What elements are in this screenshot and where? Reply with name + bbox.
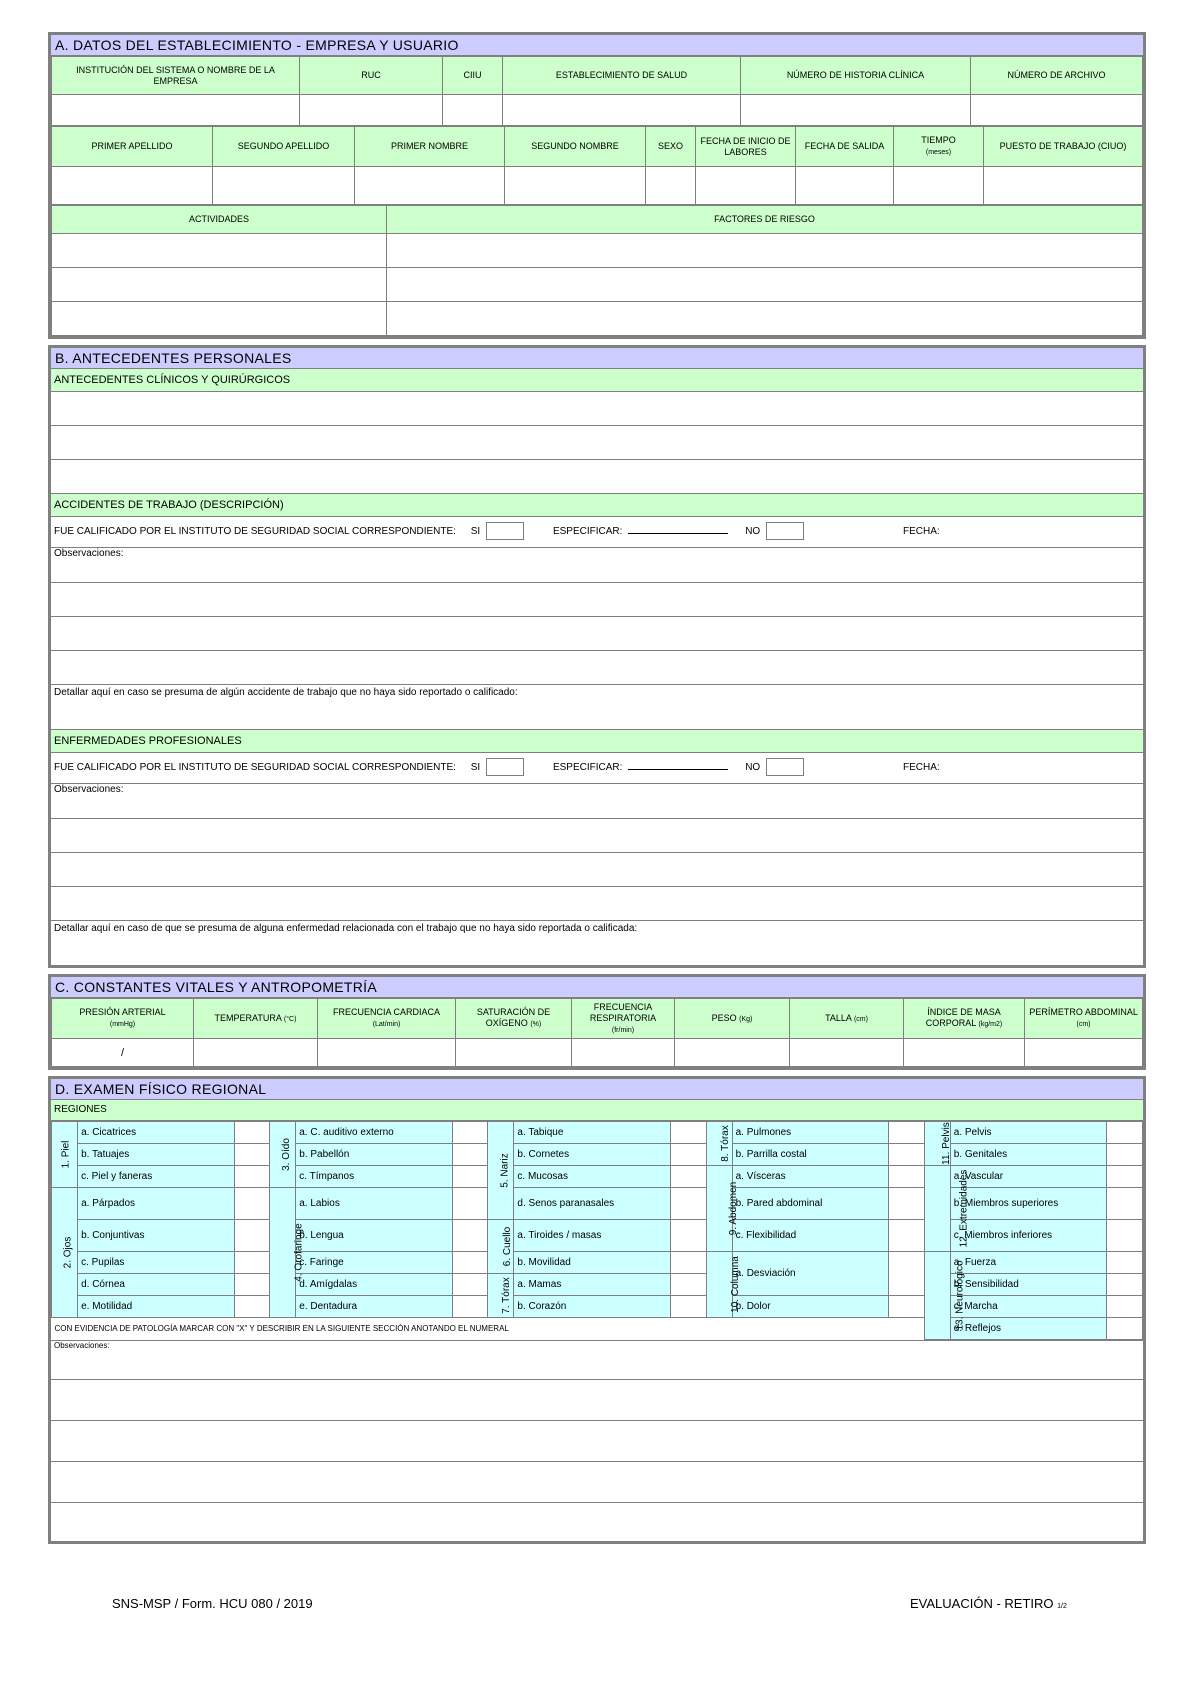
item-strength: a. Fuerza	[950, 1252, 1107, 1274]
check-box[interactable]	[670, 1144, 706, 1166]
check-box[interactable]	[234, 1122, 270, 1144]
observation-line[interactable]	[51, 617, 1143, 651]
activity-field[interactable]	[52, 268, 387, 302]
header-second-surname: SEGUNDO APELLIDO	[213, 127, 355, 167]
check-box[interactable]	[234, 1166, 270, 1188]
observation-line[interactable]	[51, 819, 1143, 853]
work-accidents-heading: ACCIDENTES DE TRABAJO (DESCRIPCIÓN)	[51, 493, 1143, 517]
header-ruc: RUC	[300, 57, 443, 95]
item-sinuses: d. Senos paranasales	[514, 1188, 671, 1220]
observation-line[interactable]	[51, 887, 1143, 921]
check-box[interactable]	[889, 1122, 925, 1144]
patient-table	[51, 126, 1143, 205]
item-flexibility: c. Flexibilidad	[732, 1220, 889, 1252]
clinical-history-field[interactable]	[741, 95, 971, 126]
check-box[interactable]	[670, 1166, 706, 1188]
header-institution: INSTITUCIÓN DEL SISTEMA O NOMBRE DE LA EMPRESA	[52, 57, 300, 95]
header-blood-pressure: PRESIÓN ARTERIAL (mmHg)	[52, 999, 194, 1039]
check-box[interactable]	[889, 1144, 925, 1166]
check-box[interactable]	[234, 1296, 270, 1318]
item-upper-limbs: b. Miembros superiores	[950, 1188, 1107, 1220]
health-establishment-field[interactable]	[503, 95, 741, 126]
region-neck: 6. Cuello	[488, 1220, 514, 1274]
item-turbinates: b. Cornetes	[514, 1144, 671, 1166]
region-nose: 5. Nariz	[488, 1122, 514, 1220]
establishment-table	[51, 56, 1143, 126]
item-eyelids: a. Párpados	[78, 1188, 235, 1220]
item-cornea: d. Córnea	[78, 1274, 235, 1296]
header-activities: ACTIVIDADES	[52, 206, 387, 234]
item-abdominal-wall: b. Pared abdominal	[732, 1188, 889, 1220]
header-ciiu: CIIU	[443, 57, 503, 95]
check-box[interactable]	[670, 1220, 706, 1252]
header-start-date: FECHA DE INICIO DE LABORES	[696, 127, 796, 167]
specify-label: ESPECIFICAR:	[552, 526, 623, 537]
check-box[interactable]	[889, 1220, 925, 1252]
observation-line[interactable]	[51, 583, 1143, 617]
region-abdomen: 9. Abdomen	[706, 1166, 732, 1252]
check-box[interactable]	[1107, 1188, 1143, 1220]
header-risk-factors: FACTORES DE RIESGO	[387, 206, 1143, 234]
second-name-field[interactable]	[505, 167, 646, 205]
exam-observations[interactable]: Observaciones:	[51, 1340, 1143, 1380]
check-box[interactable]	[670, 1296, 706, 1318]
item-pain: b. Dolor	[732, 1296, 889, 1318]
occupational-diseases-heading: ENFERMEDADES PROFESIONALES	[51, 729, 1143, 753]
item-pharynx: c. Faringe	[296, 1252, 453, 1274]
regions-heading: REGIONES	[51, 1100, 1143, 1121]
header-first-name: PRIMER NOMBRE	[355, 127, 505, 167]
specify-field[interactable]	[628, 523, 728, 534]
check-box[interactable]	[1107, 1274, 1143, 1296]
file-number-field[interactable]	[971, 95, 1143, 126]
clinical-history-line[interactable]	[51, 460, 1143, 493]
item-mobility: b. Movilidad	[514, 1252, 671, 1274]
item-viscera: a. Vísceras	[732, 1166, 889, 1188]
check-box[interactable]	[1107, 1144, 1143, 1166]
header-clinical-history-number: NÚMERO DE HISTORIA CLÍNICA	[741, 57, 971, 95]
check-box[interactable]	[452, 1144, 488, 1166]
item-sensitivity: b. Sensibilidad	[950, 1274, 1107, 1296]
item-septum: a. Tabique	[514, 1122, 671, 1144]
region-ear: 3. Oído	[270, 1122, 296, 1188]
item-lips: a. Labios	[296, 1188, 453, 1220]
disease-observations[interactable]: Observaciones:	[51, 784, 1143, 819]
risk-factor-field[interactable]	[387, 268, 1143, 302]
institution-field[interactable]	[52, 95, 300, 126]
specify-field[interactable]	[628, 759, 728, 770]
date-label: FECHA:	[902, 762, 940, 773]
no-label: NO	[745, 762, 761, 773]
exit-date-field[interactable]	[796, 167, 894, 205]
header-abdominal-perimeter: PERÍMETRO ABDOMINAL (cm)	[1025, 999, 1143, 1039]
check-box[interactable]	[670, 1274, 706, 1296]
item-teeth: e. Dentadura	[296, 1296, 453, 1318]
form-page	[48, 32, 1146, 1550]
item-vascular: a. Vascular	[950, 1166, 1107, 1188]
item-lower-limbs: c. Miembros inferiores	[950, 1220, 1107, 1252]
section-c-title: C. CONSTANTES VITALES Y ANTROPOMETRÍA	[51, 977, 1143, 998]
check-box[interactable]	[889, 1252, 925, 1296]
check-box[interactable]	[234, 1144, 270, 1166]
section-a	[48, 32, 1146, 339]
check-box[interactable]	[452, 1122, 488, 1144]
header-heart-rate: FRECUENCIA CARDIACA (Lat/min)	[318, 999, 456, 1039]
region-skin: 1. Piel	[52, 1122, 78, 1188]
check-box[interactable]	[1107, 1318, 1143, 1340]
check-box[interactable]	[452, 1188, 488, 1220]
no-checkbox[interactable]	[766, 758, 804, 776]
check-box[interactable]	[1107, 1166, 1143, 1188]
clinical-history-line[interactable]	[51, 426, 1143, 460]
observation-line[interactable]	[51, 1503, 1143, 1541]
check-box[interactable]	[452, 1252, 488, 1274]
check-box[interactable]	[1107, 1220, 1143, 1252]
item-breasts: a. Mamas	[514, 1274, 671, 1296]
item-pinna: b. Pabellón	[296, 1144, 453, 1166]
clinical-history-line[interactable]	[51, 392, 1143, 426]
disease-detail[interactable]: Detallar aquí en caso de que se presuma de alguna enfermedad relacionada con el trabajo que no haya sido reportada o calificada:	[54, 923, 638, 934]
item-gait: c. Marcha	[950, 1296, 1107, 1318]
region-neurological: 13. Neurológico	[924, 1252, 950, 1340]
header-exit-date: FECHA DE SALIDA	[796, 127, 894, 167]
form-code: SNS-MSP / Form. HCU 080 / 2019	[112, 1596, 313, 1611]
activity-field[interactable]	[52, 302, 387, 336]
item-heart: b. Corazón	[514, 1296, 671, 1318]
region-thorax-1: 7. Tórax	[488, 1274, 514, 1318]
heart-rate-field[interactable]	[318, 1039, 456, 1067]
clinical-history-heading: ANTECEDENTES CLÍNICOS Y QUIRÚRGICOS	[51, 369, 1143, 392]
section-d-title: D. EXAMEN FÍSICO REGIONAL	[51, 1079, 1143, 1100]
header-respiratory-rate: FRECUENCIA RESPIRATORIA (fr/min)	[572, 999, 675, 1039]
form-type: EVALUACIÓN - RETIRO 1/2	[910, 1596, 1067, 1611]
item-motility: e. Motilidad	[78, 1296, 235, 1318]
section-c	[48, 974, 1146, 1070]
check-box[interactable]	[452, 1166, 488, 1188]
accident-observations[interactable]: Observaciones:	[51, 548, 1143, 583]
check-box[interactable]	[1107, 1296, 1143, 1318]
check-box[interactable]	[234, 1220, 270, 1252]
item-scars: a. Cicatrices	[78, 1122, 235, 1144]
item-conjunctiva: b. Conjuntivas	[78, 1220, 235, 1252]
region-eyes: 2. Ojos	[52, 1188, 78, 1318]
section-b-title: B. ANTECEDENTES PERSONALES	[51, 348, 1143, 369]
no-checkbox[interactable]	[766, 522, 804, 540]
check-box[interactable]	[452, 1296, 488, 1318]
header-second-name: SEGUNDO NOMBRE	[505, 127, 646, 167]
header-oxygen-saturation: SATURACIÓN DE OXÍGENO (%)	[456, 999, 572, 1039]
item-rib-cage: b. Parrilla costal	[732, 1144, 889, 1166]
header-job-position: PUESTO DE TRABAJO (CIUO)	[984, 127, 1143, 167]
disease-qualified-row	[51, 753, 1143, 784]
item-pelvis: a. Pelvis	[950, 1122, 1107, 1144]
check-box[interactable]	[889, 1188, 925, 1220]
header-bmi: ÍNDICE DE MASA CORPORAL (kg/m2)	[904, 999, 1025, 1039]
region-extremities: 12. Extremidades	[924, 1166, 950, 1252]
qualified-label: FUE CALIFICADO POR EL INSTITUTO DE SEGURIDAD SOCIAL CORRESPONDIENTE:	[54, 526, 456, 537]
check-box[interactable]	[452, 1274, 488, 1296]
item-tattoos: b. Tatuajes	[78, 1144, 235, 1166]
time-field[interactable]	[894, 167, 984, 205]
specify-label: ESPECIFICAR:	[552, 762, 623, 773]
si-checkbox[interactable]	[486, 758, 524, 776]
item-mucosa: c. Mucosas	[514, 1166, 671, 1188]
accident-qualified-row	[51, 517, 1143, 548]
temperature-field[interactable]	[194, 1039, 318, 1067]
no-label: NO	[745, 526, 761, 537]
observation-line[interactable]	[51, 651, 1143, 685]
observation-line[interactable]	[51, 1421, 1143, 1462]
header-temperature: TEMPERATURA (°C)	[194, 999, 318, 1039]
item-tongue: b. Lengua	[296, 1220, 453, 1252]
section-a-title: A. DATOS DEL ESTABLECIMIENTO - EMPRESA Y USUARIO	[51, 35, 1143, 56]
item-skin: c. Piel y faneras	[78, 1166, 235, 1188]
regions-table	[51, 1121, 1143, 1340]
region-oropharynx: 4. Orofaringe	[270, 1188, 296, 1318]
second-surname-field[interactable]	[213, 167, 355, 205]
first-surname-field[interactable]	[52, 167, 213, 205]
header-file-number: NÚMERO DE ARCHIVO	[971, 57, 1143, 95]
item-lungs: a. Pulmones	[732, 1122, 889, 1144]
region-pelvis: 11. Pelvis	[924, 1122, 950, 1166]
observation-line[interactable]	[51, 853, 1143, 887]
first-name-field[interactable]	[355, 167, 505, 205]
item-pupils: c. Pupilas	[78, 1252, 235, 1274]
check-box[interactable]	[234, 1252, 270, 1274]
observation-line[interactable]	[51, 1462, 1143, 1503]
ciiu-field[interactable]	[443, 95, 503, 126]
item-thyroid: a. Tiroides / masas	[514, 1220, 671, 1252]
bmi-field[interactable]	[904, 1039, 1025, 1067]
item-ear-canal: a. C. auditivo externo	[296, 1122, 453, 1144]
check-box[interactable]	[1107, 1122, 1143, 1144]
item-reflexes: d. Reflejos	[950, 1318, 1107, 1340]
qualified-label: FUE CALIFICADO POR EL INSTITUTO DE SEGURIDAD SOCIAL CORRESPONDIENTE:	[54, 762, 456, 773]
job-position-field[interactable]	[984, 167, 1143, 205]
header-weight: PESO (Kg)	[675, 999, 790, 1039]
pathology-note: CON EVIDENCIA DE PATOLOGÍA MARCAR CON "X" Y DESCRIBIR EN LA SIGUIENTE SECCIÓN ANOTANDO EL NUMERAL	[52, 1318, 925, 1340]
item-genitals: b. Genitales	[950, 1144, 1107, 1166]
date-label: FECHA:	[902, 526, 940, 537]
item-tonsils: d. Amígdalas	[296, 1274, 453, 1296]
si-label: SI	[470, 526, 481, 537]
check-box[interactable]	[1107, 1252, 1143, 1274]
height-field[interactable]	[790, 1039, 904, 1067]
sex-field[interactable]	[646, 167, 696, 205]
check-box[interactable]	[234, 1274, 270, 1296]
item-deviation: a. Desviación	[732, 1252, 889, 1296]
oxygen-saturation-field[interactable]	[456, 1039, 572, 1067]
risk-factor-field[interactable]	[387, 234, 1143, 268]
header-first-surname: PRIMER APELLIDO	[52, 127, 213, 167]
check-box[interactable]	[670, 1122, 706, 1144]
respiratory-rate-field[interactable]	[572, 1039, 675, 1067]
ruc-field[interactable]	[300, 95, 443, 126]
region-thorax-2: 8. Tórax	[706, 1122, 732, 1166]
check-box[interactable]	[234, 1188, 270, 1220]
header-sex: SEXO	[646, 127, 696, 167]
section-b	[48, 345, 1146, 968]
header-height: TALLA (cm)	[790, 999, 904, 1039]
section-d	[48, 1076, 1146, 1544]
vitals-table	[51, 998, 1143, 1067]
check-box[interactable]	[670, 1188, 706, 1220]
header-time: TIEMPO (meses)	[894, 127, 984, 167]
region-spine: 10. Columna	[706, 1252, 732, 1318]
abdominal-perimeter-field[interactable]	[1025, 1039, 1143, 1067]
check-box[interactable]	[670, 1252, 706, 1274]
start-date-field[interactable]	[696, 167, 796, 205]
accident-detail[interactable]: Detallar aquí en caso se presuma de algún accidente de trabajo que no haya sido reportado o calificado:	[54, 687, 518, 698]
si-label: SI	[470, 762, 481, 773]
page-number: 1/2	[1057, 1603, 1067, 1610]
si-checkbox[interactable]	[486, 522, 524, 540]
activity-field[interactable]	[52, 234, 387, 268]
weight-field[interactable]	[675, 1039, 790, 1067]
check-box[interactable]	[889, 1296, 925, 1318]
check-box[interactable]	[452, 1220, 488, 1252]
blood-pressure-field[interactable]: /	[52, 1039, 194, 1067]
item-eardrums: c. Tímpanos	[296, 1166, 453, 1188]
header-health-establishment: ESTABLECIMIENTO DE SALUD	[503, 57, 741, 95]
risk-factor-field[interactable]	[387, 302, 1143, 336]
check-box[interactable]	[889, 1166, 925, 1188]
observation-line[interactable]	[51, 1380, 1143, 1421]
activities-table	[51, 205, 1143, 336]
